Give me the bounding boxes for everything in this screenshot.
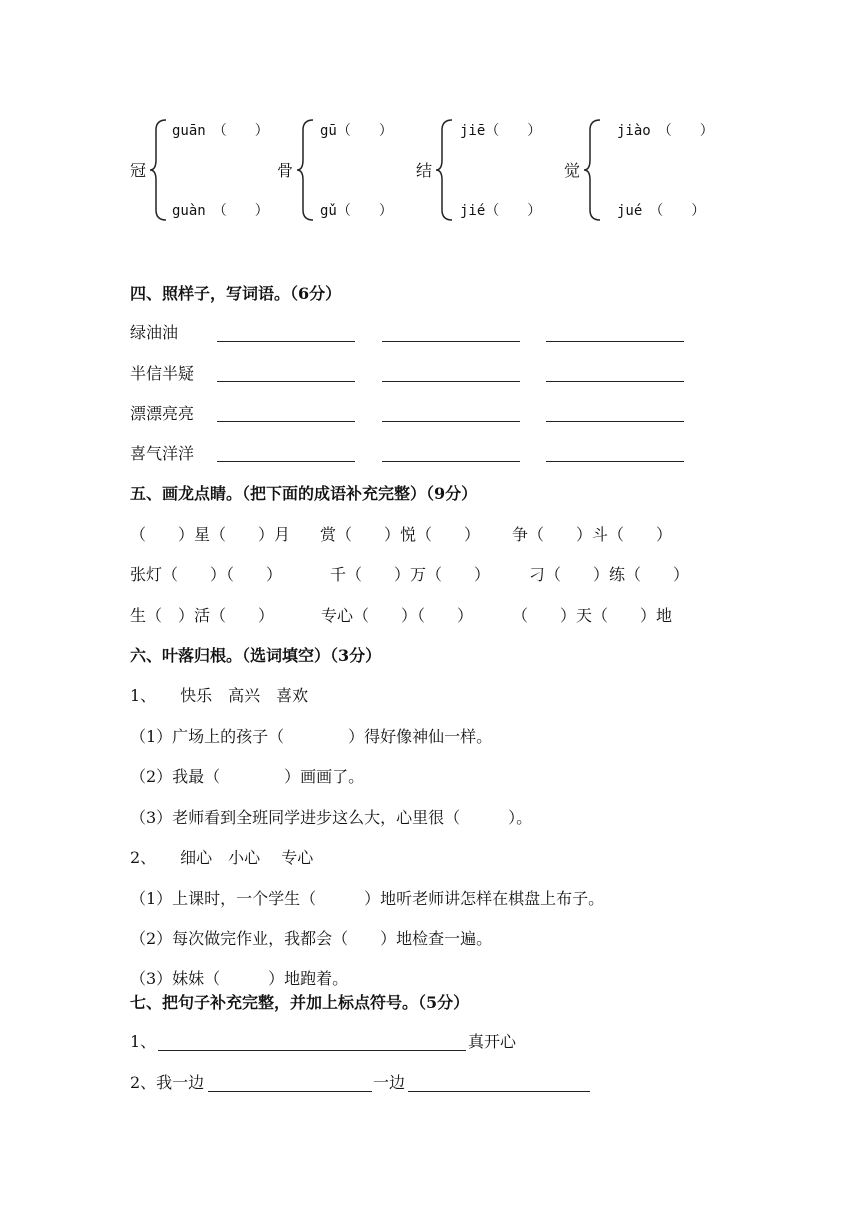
pinyin-top: gū（ ）: [320, 123, 393, 139]
fill-sentence: （2）我最（ ）画画了。: [130, 767, 365, 786]
answer-blank[interactable]: [546, 381, 684, 382]
example-word: 绿油油: [130, 323, 179, 342]
answer-blank[interactable]: [217, 341, 355, 342]
sentence-prefix: 1、: [130, 1032, 157, 1051]
section-title: 四、照样子，写词语。（6分）: [130, 284, 342, 303]
example-word: 半信半疑: [130, 364, 195, 383]
section-title: 七、把句子补充完整，并加上标点符号。（5分）: [130, 993, 470, 1012]
pinyin-bottom: guàn （ ）: [172, 203, 269, 219]
pinyin-bottom: gǔ（ ）: [320, 203, 393, 219]
idiom-blank: 专心（ ）（ ）: [321, 606, 474, 625]
answer-blank[interactable]: [546, 341, 684, 342]
fill-sentence: （3）老师看到全班同学进步这么大，心里很（ ）。: [130, 808, 533, 827]
brace-icon: [295, 118, 317, 222]
answer-blank[interactable]: [217, 421, 355, 422]
pinyin-top: jiē（ ）: [460, 123, 542, 139]
polyphone-char: 冠: [130, 161, 147, 180]
sentence-suffix: 真开心: [468, 1032, 517, 1051]
answer-blank[interactable]: [208, 1091, 372, 1092]
word-choices: 2、 细心 小心 专心: [130, 848, 314, 867]
brace-icon: [582, 118, 604, 222]
idiom-blank: 千（ ）万（ ）: [330, 565, 491, 584]
answer-blank[interactable]: [217, 461, 355, 462]
pinyin-top: jiào （ ）: [617, 123, 714, 139]
answer-blank[interactable]: [382, 381, 520, 382]
answer-blank[interactable]: [408, 1091, 590, 1092]
answer-blank[interactable]: [158, 1050, 466, 1051]
section-title: 五、画龙点睛。（把下面的成语补充完整）（9分）: [130, 484, 478, 503]
answer-blank[interactable]: [382, 421, 520, 422]
pinyin-top: guān （ ）: [172, 123, 269, 139]
fill-sentence: （2）每次做完作业，我都会（ ）地检查一遍。: [130, 929, 493, 948]
idiom-blank: （ ）星（ ）月: [130, 525, 291, 544]
example-word: 喜气洋洋: [130, 444, 195, 463]
answer-blank[interactable]: [382, 341, 520, 342]
brace-icon: [148, 118, 170, 222]
idiom-blank: （ ）天（ ）地: [512, 606, 673, 625]
answer-blank[interactable]: [546, 461, 684, 462]
polyphone-char: 骨: [277, 161, 294, 180]
answer-blank[interactable]: [382, 461, 520, 462]
fill-sentence: （1）上课时，一个学生（ ）地听老师讲怎样在棋盘上布子。: [130, 889, 605, 908]
polyphone-char: 觉: [564, 161, 581, 180]
idiom-blank: 刁（ ）练（ ）: [529, 565, 690, 584]
idiom-blank: 生（ ）活（ ）: [130, 606, 275, 625]
answer-blank[interactable]: [217, 381, 355, 382]
pinyin-bottom: jié（ ）: [460, 203, 542, 219]
idiom-blank: 争（ ）斗（ ）: [512, 525, 673, 544]
pinyin-bottom: jué （ ）: [617, 203, 706, 219]
word-choices: 1、 快乐 高兴 喜欢: [130, 686, 309, 705]
brace-icon: [434, 118, 456, 222]
sentence-prefix: 2、我一边: [130, 1073, 205, 1092]
answer-blank[interactable]: [546, 421, 684, 422]
idiom-blank: 赏（ ）悦（ ）: [320, 525, 481, 544]
sentence-middle: 一边: [373, 1073, 406, 1092]
example-word: 漂漂亮亮: [130, 404, 195, 423]
section-title: 六、叶落归根。（选词填空）（3分）: [130, 646, 382, 665]
fill-sentence: （3）妹妹（ ）地跑着。: [130, 969, 349, 988]
polyphone-char: 结: [416, 161, 433, 180]
idiom-blank: 张灯（ ）（ ）: [130, 565, 283, 584]
fill-sentence: （1）广场上的孩子（ ）得好像神仙一样。: [130, 727, 493, 746]
